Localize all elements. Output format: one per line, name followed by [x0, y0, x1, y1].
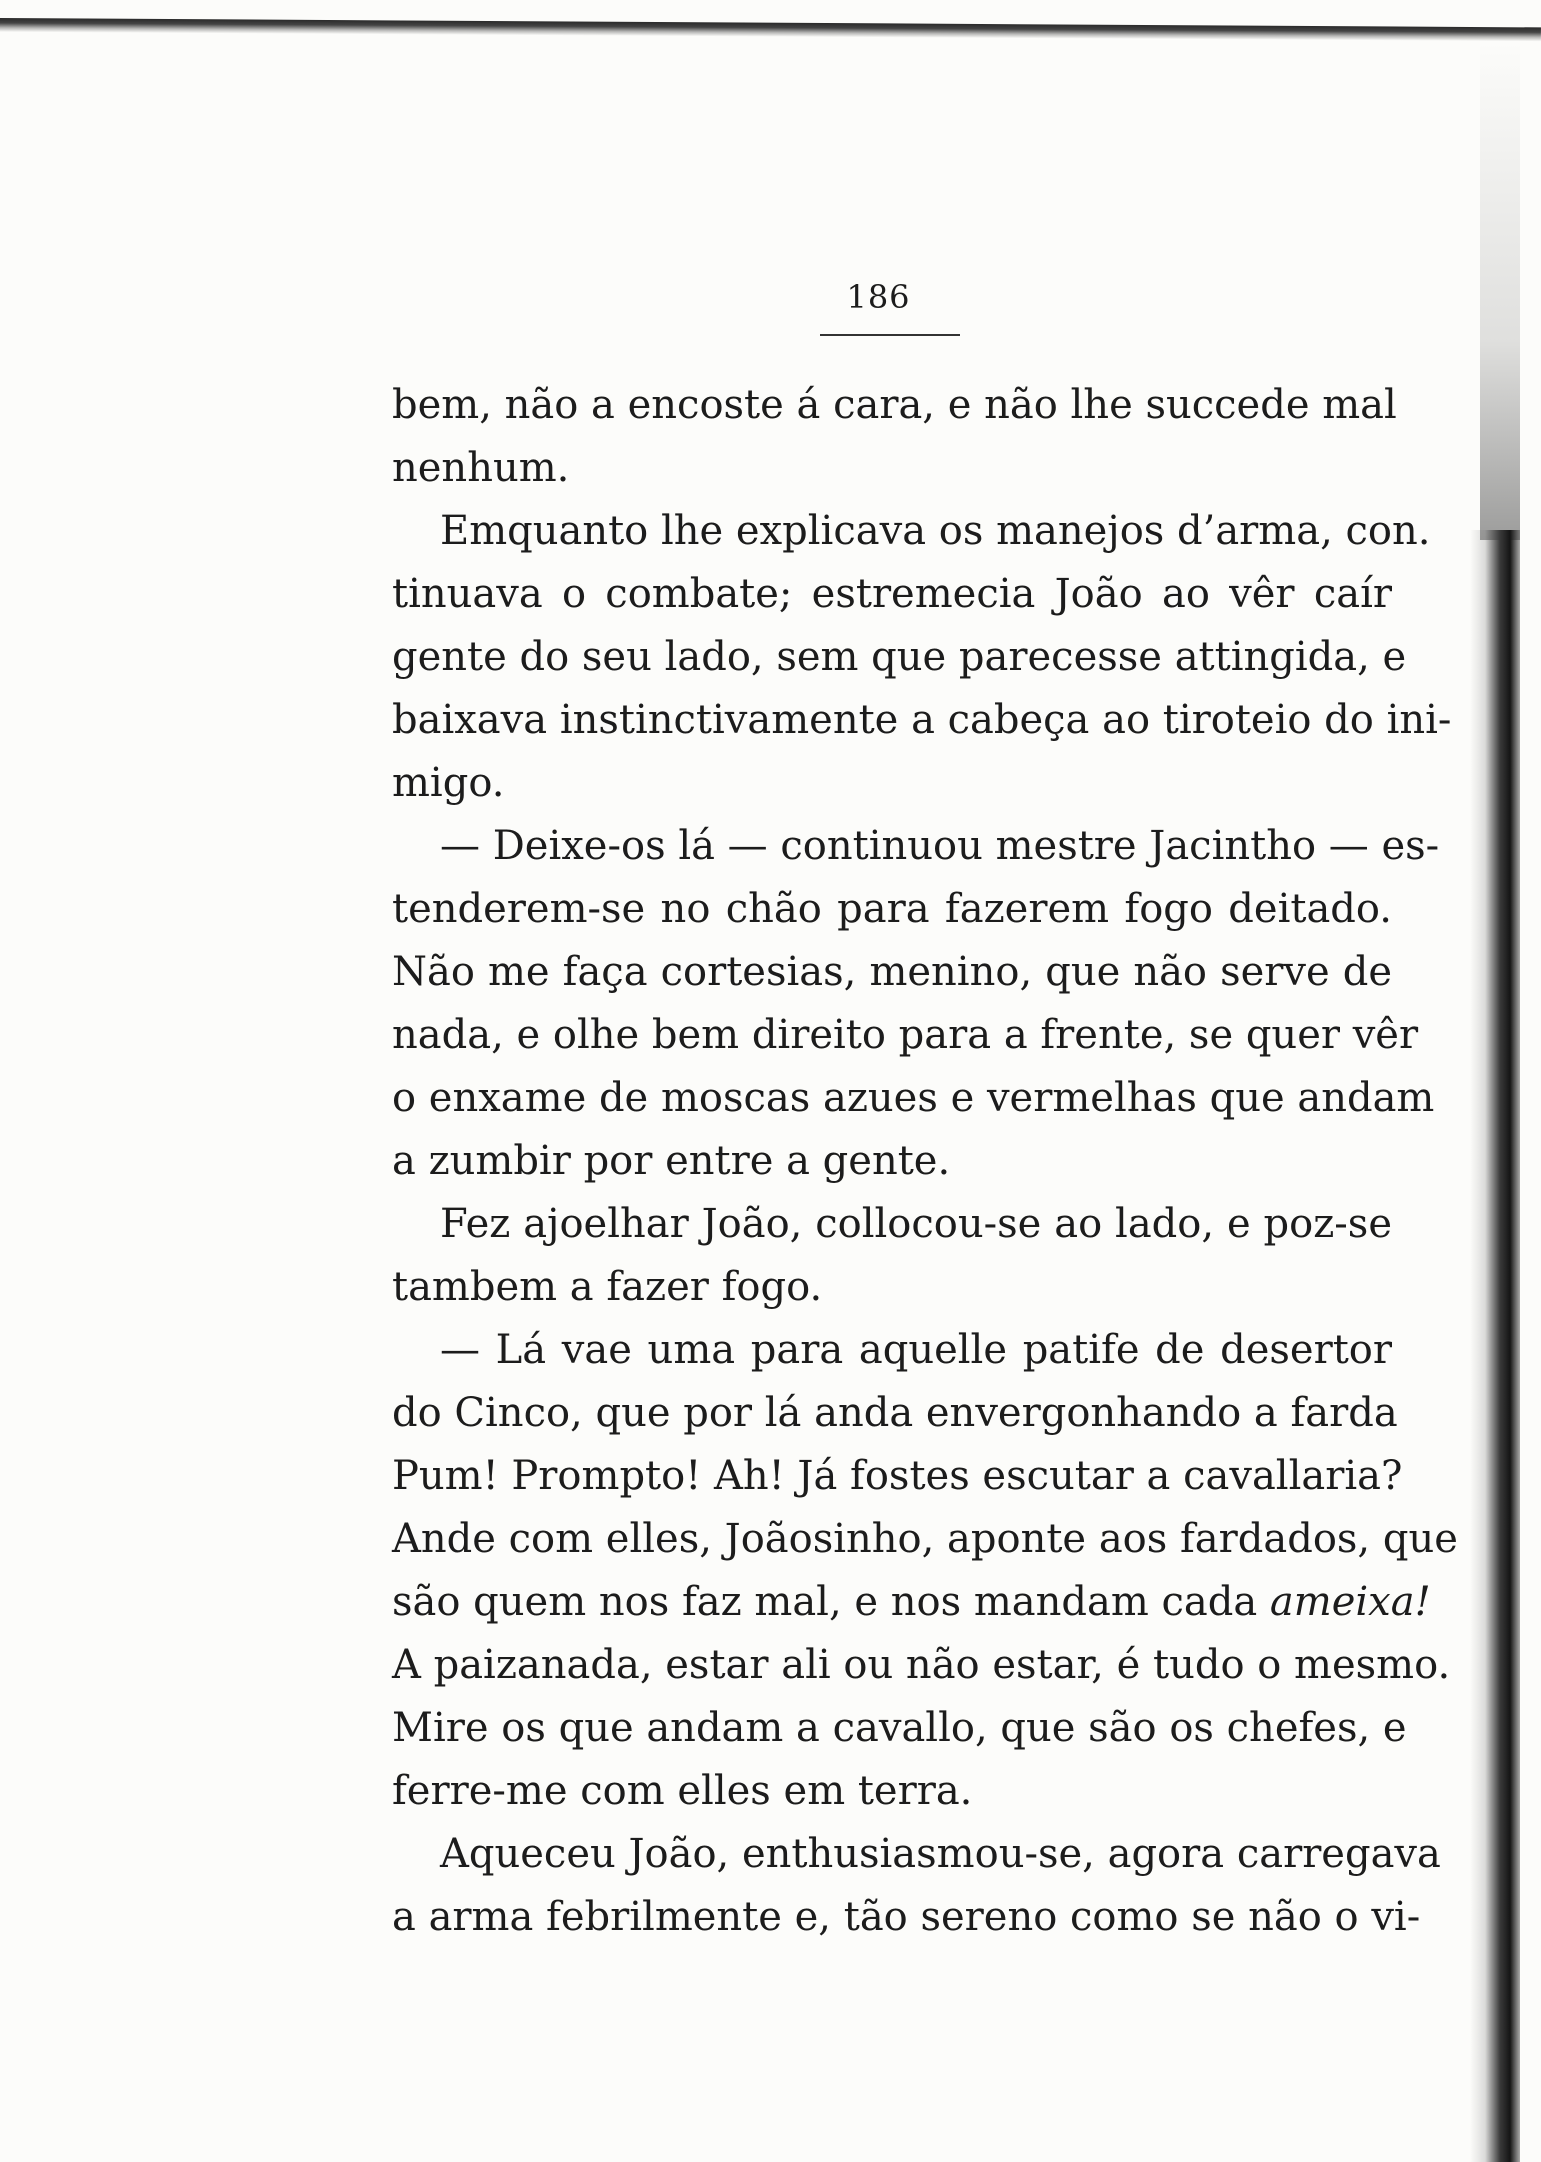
text-line: Ande com elles, Joãosinho, aponte aos fardados, que — [392, 1516, 1458, 1562]
text-line: Emquanto lhe explicava os manejos d’arma, con. — [440, 508, 1431, 554]
text-line: nada, e olhe bem direito para a frente, se quer vêr — [392, 1012, 1419, 1058]
text-line: baixava instinctivamente a cabeça ao tiroteio do ini- — [392, 697, 1452, 743]
body-text — [392, 374, 1458, 1949]
text-line: a arma febrilmente e, tão sereno como se não o vi- — [392, 1894, 1421, 1940]
text-line: Aqueceu João, enthusiasmou-se, agora carregava — [440, 1831, 1441, 1877]
page-right-edge-shadow — [1470, 530, 1520, 2162]
text-line: A paizanada, estar ali ou não estar, é tudo o mesmo. — [392, 1642, 1451, 1688]
text-line: do Cinco, que por lá anda envergonhando a farda — [392, 1390, 1398, 1436]
page-number — [0, 278, 1541, 316]
text-line: gente do seu lado, sem que parecesse attingida, e — [392, 634, 1407, 680]
text-line: tambem a fazer fogo. — [392, 1264, 823, 1310]
text-line: tenderem-se no chão para fazerem fogo deitado. — [392, 886, 1392, 932]
page-number-rule — [820, 334, 960, 336]
text-line: nenhum. — [392, 445, 570, 491]
text-line: tinuava o combate; estremecia João ao vêr caír — [392, 571, 1392, 617]
text-line: — Deixe-os lá — continuou mestre Jacintho — es- — [440, 823, 1440, 869]
text-line-italic: ameixa! — [1269, 1579, 1431, 1625]
page-top-edge-shadow — [0, 18, 1541, 41]
page-number-text: 186 — [846, 278, 911, 316]
text-line: Não me faça cortesias, menino, que não serve de — [392, 949, 1392, 995]
text-line: Mire os que andam a cavallo, que são os chefes, e — [392, 1705, 1407, 1751]
text-line: ferre-me com elles em terra. — [392, 1768, 973, 1814]
text-line: — Lá vae uma para aquelle patife de desertor — [440, 1327, 1392, 1373]
text-line-main: são quem nos faz mal, e nos mandam cada — [392, 1579, 1258, 1625]
text-line — [392, 1571, 1431, 1634]
text-line: Fez ajoelhar João, collocou-se ao lado, e poz-se — [440, 1201, 1392, 1247]
text-line: a zumbir por entre a gente. — [392, 1138, 951, 1184]
text-line: o enxame de moscas azues e vermelhas que andam — [392, 1075, 1435, 1121]
text-line: bem, não a encoste á cara, e não lhe succede mal — [392, 382, 1397, 428]
text-line: Pum! Prompto! Ah! Já fostes escutar a cavallaria? — [392, 1453, 1403, 1499]
text-line: migo. — [392, 760, 505, 806]
